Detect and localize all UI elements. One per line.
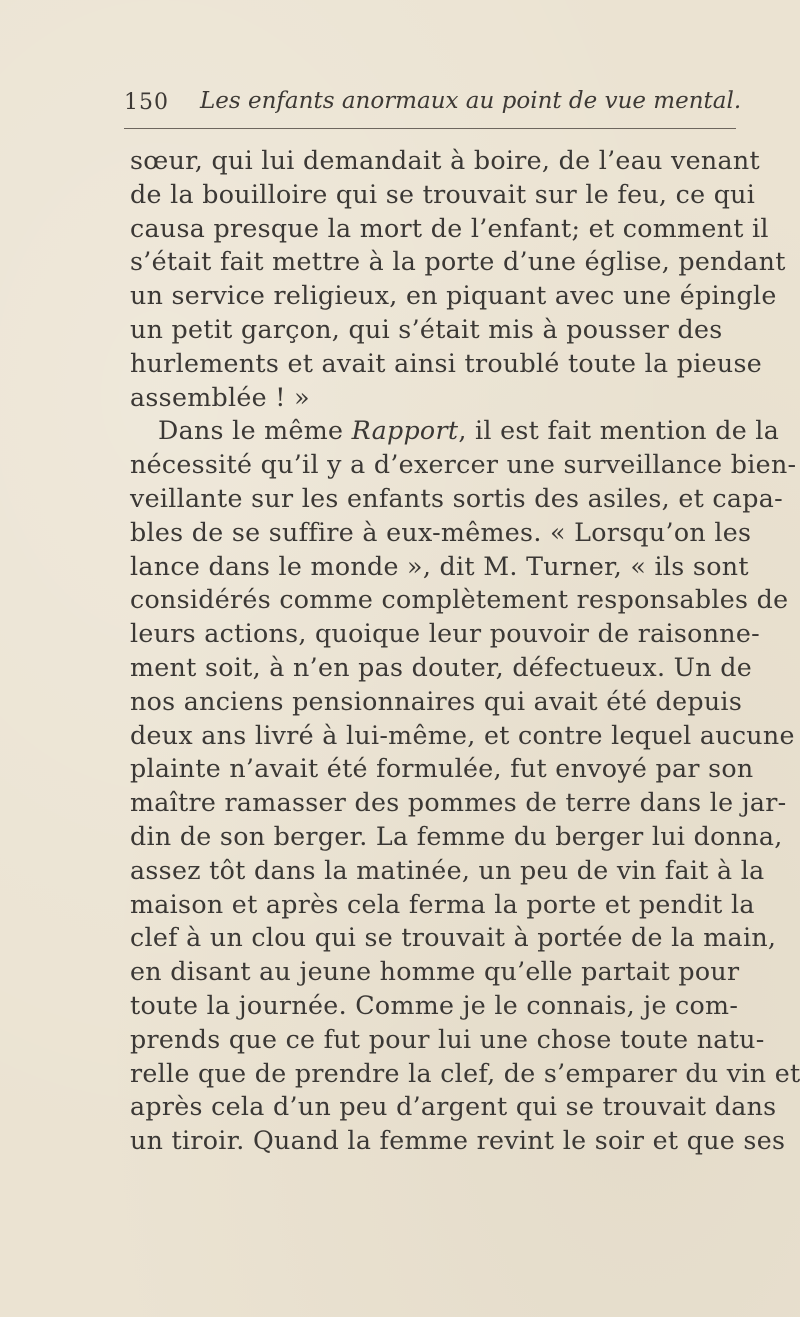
text-segment: , il est fait mention de la	[458, 416, 780, 446]
text-line: veillante sur les enfants sortis des asiles, et capa-	[130, 483, 783, 513]
text-line: considérés comme complètement responsables de	[130, 585, 789, 615]
text-line: ment soit, à n’en pas douter, défectueux. Un de	[130, 652, 752, 682]
text-segment: Dans le même	[158, 416, 352, 446]
text-line: assemblée ! »	[130, 382, 310, 412]
text-line: un petit garçon, qui s’était mis à pousser des	[130, 314, 723, 344]
text-line: un tiroir. Quand la femme revint le soir et que ses	[130, 1126, 786, 1156]
text-line: causa presque la mort de l’enfant; et comment il	[130, 213, 769, 243]
italic-title: Rapport	[351, 416, 459, 446]
body-text	[130, 144, 800, 1158]
header-rule	[124, 128, 736, 129]
text-line: toute la journée. Comme je le connais, je com-	[130, 990, 739, 1020]
text-line: lance dans le monde », dit M. Turner, « ils sont	[130, 551, 749, 581]
text-line: assez tôt dans la matinée, un peu de vin fait à la	[130, 855, 765, 885]
text-line: en disant au jeune homme qu’elle partait pour	[130, 957, 740, 987]
text-line: un service religieux, en piquant avec une épingle	[130, 281, 777, 311]
text-line: leurs actions, quoique leur pouvoir de raisonne-	[130, 619, 760, 649]
text-line: hurlements et avait ainsi troublé toute la pieuse	[130, 348, 763, 378]
text-line: prends que ce fut pour lui une chose toute natu-	[130, 1024, 765, 1054]
text-line: plainte n’avait été formulée, fut envoyé par son	[130, 754, 754, 784]
running-title: Les enfants anormaux au point de vue mental.	[200, 88, 742, 114]
text-line: sœur, qui lui demandait à boire, de l’eau venant	[130, 146, 760, 175]
text-line: de la bouilloire qui se trouvait sur le feu, ce qui	[130, 179, 756, 209]
text-line: relle que de prendre la clef, de s’emparer du vin et	[130, 1058, 800, 1088]
page-number: 150	[124, 90, 169, 115]
text-line: din de son berger. La femme du berger lui donna,	[130, 821, 783, 851]
text-line: nos anciens pensionnaires qui avait été depuis	[130, 686, 743, 716]
page-header	[124, 86, 742, 130]
text-line: s’était fait mettre à la porte d’une église, pendant	[130, 247, 786, 277]
text-line: deux ans livré à lui-même, et contre lequel aucune	[130, 720, 795, 750]
text-line: maison et après cela ferma la porte et pendit la	[130, 889, 755, 919]
text-line: maître ramasser des pommes de terre dans le jar-	[130, 788, 787, 818]
text-line: bles de se suffire à eux-mêmes. « Lorsqu’on les	[130, 517, 752, 547]
text-line: nécessité qu’il y a d’exercer une surveillance bien-	[130, 450, 797, 480]
text-line	[130, 414, 780, 448]
text-line: clef à un clou qui se trouvait à portée de la main,	[130, 923, 777, 953]
text-line: après cela d’un peu d’argent qui se trouvait dans	[130, 1092, 777, 1122]
